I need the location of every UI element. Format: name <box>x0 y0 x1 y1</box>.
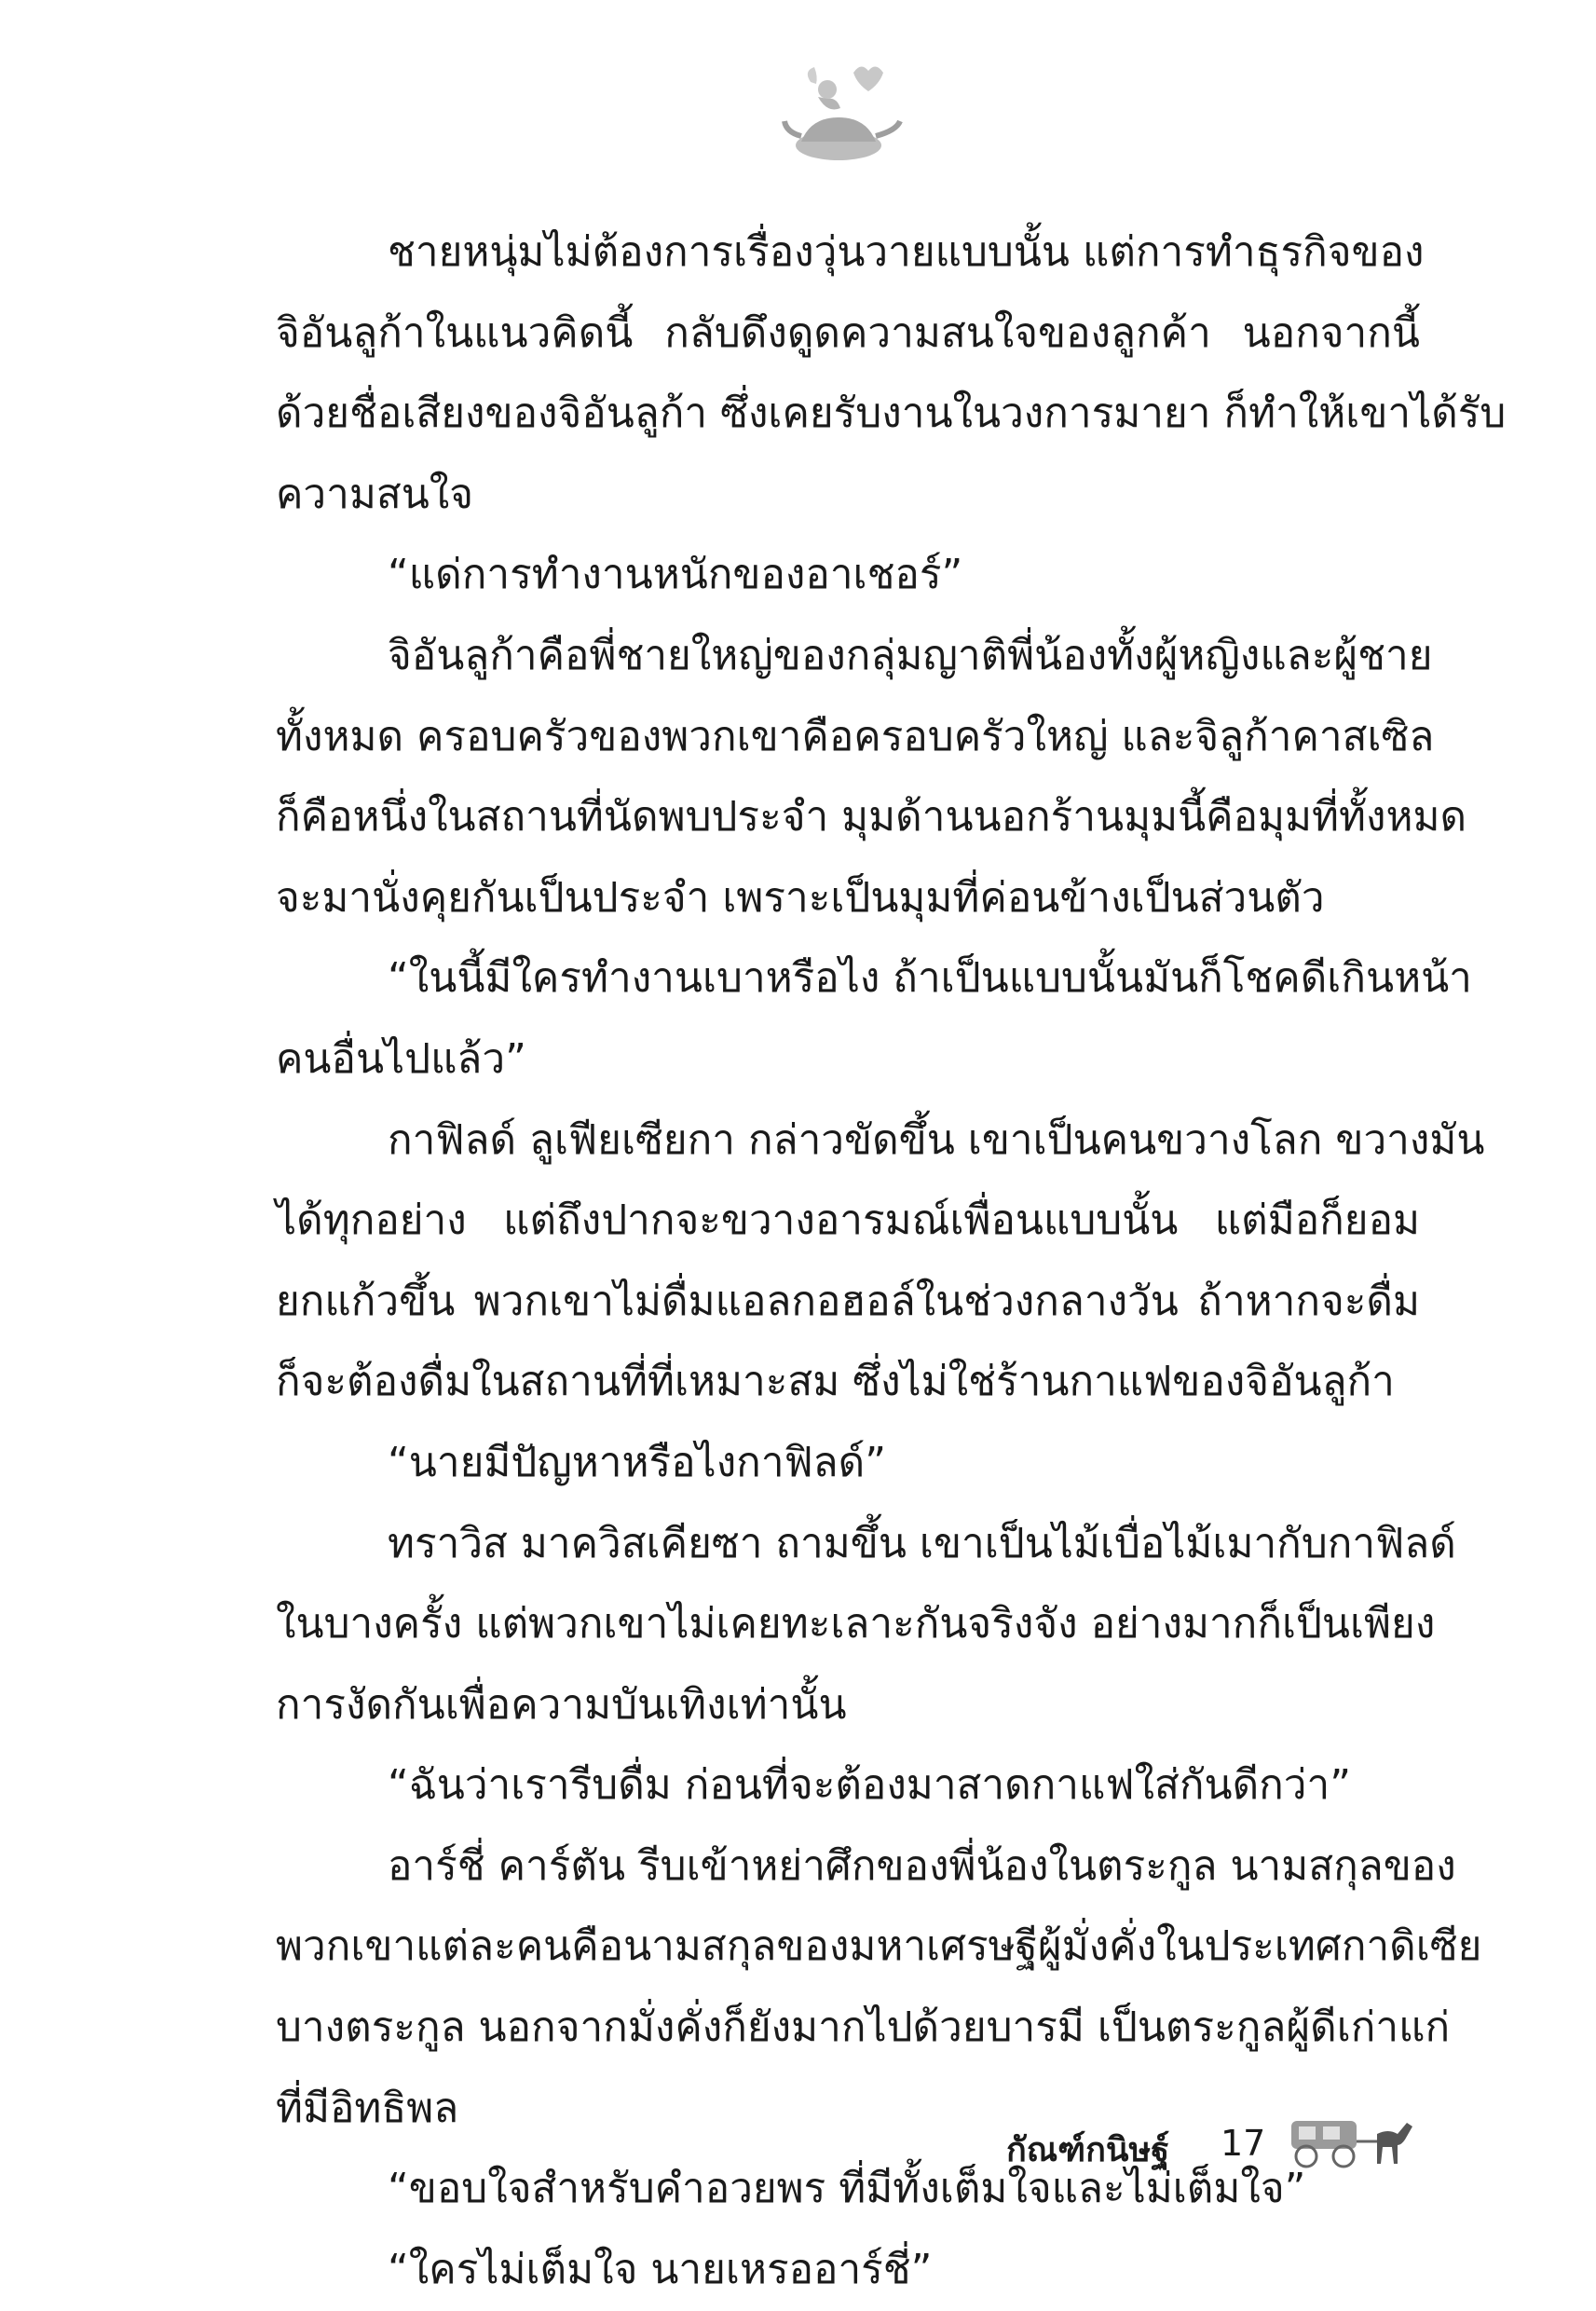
text-line: “ฉันว่าเรารีบดื่ม ก่อนที่จะต้องมาสาดกาแฟใส่กันดีกว่า” <box>388 1761 1351 1810</box>
text-line: ที่มีอิทธิพล <box>276 2084 459 2132</box>
text-line: “ขอบใจสำหรับคำอวยพร ที่มีทั้งเต็มใจและไม่เต็มใจ” <box>388 2165 1306 2213</box>
text-line: “ใครไม่เต็มใจ นายเหรออาร์ชี่” <box>388 2245 933 2293</box>
book-title: กัณฑ์กนิษฐ์ <box>1006 2131 1170 2169</box>
text-line: ในบางครั้ง แต่พวกเขาไม่เคยทะเลาะกันจริงจัง อย่างมากก็เป็นเพียง <box>276 1600 1436 1648</box>
text-line: ก็คือหนึ่งในสถานที่นัดพบประจำ มุมด้านนอกร้านมุมนี้คือมุมที่ทั้งหมด <box>276 793 1467 841</box>
text-line: “นายมีปัญหาหรือไงกาฟิลด์” <box>388 1438 887 1486</box>
text-line: การงัดกันเพื่อความบันเทิงเท่านั้น <box>276 1680 847 1729</box>
text-line: บางตระกูล นอกจากมั่งคั่งก็ยังมากไปด้วยบารมี เป็นตระกูลผู้ดีเก่าแก่ <box>276 2003 1451 2052</box>
page-number: 17 <box>1221 2123 1266 2164</box>
text-line: “ในนี้มีใครทำงานเบาหรือไง ถ้าเป็นแบบนั้นมันก็โชคดีเกินหน้า <box>388 954 1472 1003</box>
text-line: “แด่การทำงานหนักของอาเชอร์” <box>388 551 963 599</box>
page-footer <box>1006 2123 1416 2188</box>
text-line: ยกแก้วขึ้น พวกเขาไม่ดื่มแอลกอฮอล์ในช่วงกลางวัน ถ้าหากจะดื่ม <box>276 1277 1420 1325</box>
body-text <box>276 212 1507 2310</box>
text-line: ชายหนุ่มไม่ต้องการเรื่องวุ่นวายแบบนั้น แต่การทำธุรกิจของ <box>388 228 1425 276</box>
text-line: คนอื่นไปแล้ว” <box>276 1034 526 1083</box>
text-line: ก็จะต้องดื่มในสถานที่ที่เหมาะสม ซึ่งไม่ใช่ร้านกาแฟของจิอันลูก้า <box>276 1358 1395 1406</box>
text-line: อาร์ชี่ คาร์ตัน รีบเข้าหย่าศึกของพี่น้องในตระกูล นามสกุลของ <box>388 1841 1456 1890</box>
text-line: จะมานั่งคุยกันเป็นประจำ เพราะเป็นมุมที่ค่อนข้างเป็นส่วนตัว <box>276 873 1325 922</box>
text-line: ทราวิส มาควิสเคียซา ถามขึ้น เขาเป็นไม้เบื่อไม้เมากับกาฟิลด์ <box>388 1519 1456 1567</box>
text-line: ความสนใจ <box>276 470 474 518</box>
text-line: ด้วยชื่อเสียงของจิอันลูก้า ซึ่งเคยรับงานในวงการมายา ก็ทำให้เขาได้รับ <box>276 390 1507 438</box>
text-line: จิอันลูก้าในแนวคิดนี้ กลับดึงดูดความสนใจของลูกค้า นอกจากนี้ <box>276 308 1420 357</box>
horse-carriage-icon <box>1288 2113 1418 2169</box>
text-line: พวกเขาแต่ละคนคือนามสกุลของมหาเศรษฐีผู้มั่งคั่งในประเทศกาดิเซีย <box>276 1922 1482 1971</box>
text-line: ทั้งหมด ครอบครัวของพวกเขาคือครอบครัวใหญ่ และจิลูก้าคาสเซิล <box>276 712 1435 760</box>
text-line: ได้ทุกอย่าง แต่ถึงปากจะขวางอารมณ์เพื่อนแบบนั้น แต่มือก็ยอม <box>276 1197 1420 1245</box>
text-line: จิอันลูก้าคือพี่ชายใหญ่ของกลุ่มญาติพี่น้องทั้งผู้หญิงและผู้ชาย <box>388 631 1433 679</box>
text-line: กาฟิลด์ ลูเฟียเซียกา กล่าวขัดขึ้น เขาเป็นคนขวางโลก ขวางมัน <box>388 1115 1485 1164</box>
teapot-cupid-ornament-icon <box>764 56 913 168</box>
